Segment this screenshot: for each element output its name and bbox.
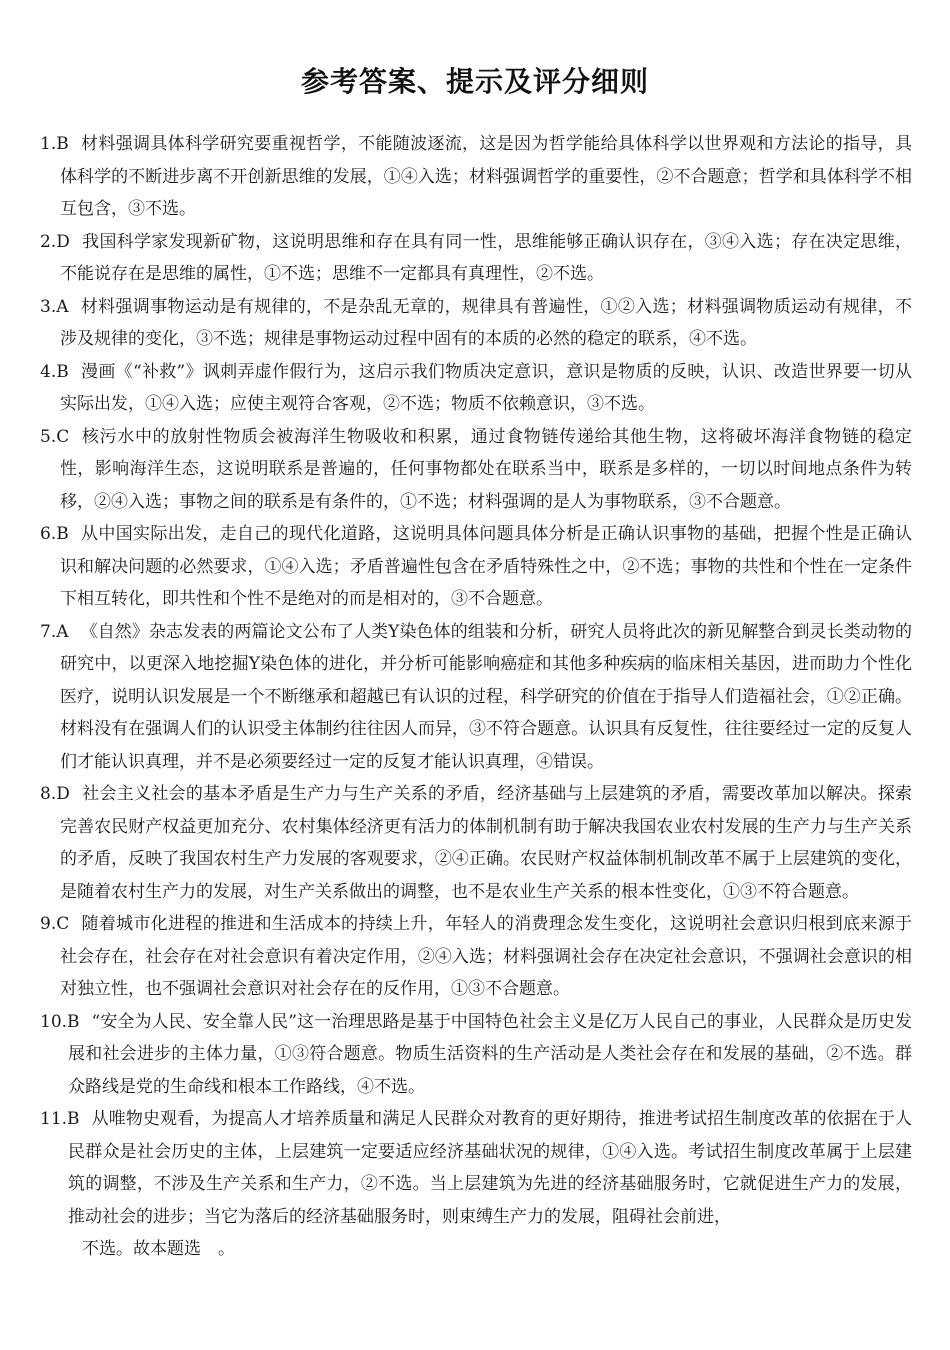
answer-item-11 [40, 1103, 912, 1266]
item-answer: B [56, 524, 69, 544]
item-explanation: 《自然》杂志发表的两篇论文公布了人类Y染色体的组装和分析，研究人员将此次的新见解整合到灵长类动物的研究中，以更深入地挖掘Y染色体的进化，并分析可能影响癌症和其他多种疾病的临床相关基因，进而助力个性化医疗，说明认识发展是一个不断继承和超越已有认识的过程，科学研究的价值在于指导人们造福社会，①②正确。材料没有在强调人们的认识受主体制约往往因人而异，③不符合题意。认识具有反复性，往往要经过一定的反复人们才能认识真理，并不是必须要经过一定的反复才能认识真理，④错误。 [60, 621, 912, 772]
answer-item-8 [40, 778, 912, 908]
answer-item-1 [40, 128, 912, 226]
answer-item-5 [40, 421, 912, 519]
item-explanation: 我国科学家发现新矿物，这说明思维和存在具有同一性，思维能够正确认识存在，③④入选；存在决定思维，不能说存在是思维的属性，①不选；思维不一定都具有真理性，②不选。 [60, 231, 912, 284]
item-number: 2. [40, 231, 57, 252]
item-explanation: 随着城市化进程的推进和生活成本的持续上升，年轻人的消费理念发生变化，这说明社会意识归根到底来源于社会存在，社会存在对社会意识有着决定作用，②④入选；材料强调社会存在决定社会意识，不强调社会意识的相对独立性，也不强调社会意识对社会存在的反作用，①③不合题意。 [60, 914, 912, 999]
item-answer: D [56, 784, 70, 804]
item-number: 7. [40, 621, 57, 642]
item-number: 9. [40, 914, 57, 934]
item-explanation: “安全为人民、安全靠人民”这一治理思路是基于中国特色社会主义是亿万人民自己的事业，人民群众是历史发展和社会进步的主体力量，①③符合题意。物质生活资料的生产活动是人类社会存在和发展的基础，②不选。群众路线是党的生命线和根本工作路线，④不选。 [68, 1011, 912, 1097]
answer-item-2 [40, 226, 912, 291]
item-answer: D [56, 231, 70, 252]
item-number: 1. [40, 134, 57, 154]
item-number: 6. [40, 524, 57, 544]
answer-item-10 [40, 1006, 912, 1104]
answer-item-9 [40, 908, 912, 1006]
answer-item-3 [40, 291, 912, 356]
item-answer: C [56, 426, 70, 447]
item-answer: B [67, 1011, 80, 1032]
item-number: 3. [40, 296, 57, 317]
item-explanation: 材料强调具体科学研究要重视哲学，不能随波逐流，这是因为哲学能给具体科学以世界观和方法论的指导，具体科学的不断进步离不开创新思维的发展，①④入选；材料强调哲学的重要性，②不合题意；哲学和具体科学不相互包含，③不选。 [60, 134, 912, 219]
item-number: 8. [40, 784, 57, 804]
item-explanation: 社会主义社会的基本矛盾是生产力与生产关系的矛盾，经济基础与上层建筑的矛盾，需要改革加以解决。探索完善农民财产权益更加充分、农村集体经济更有活力的体制机制有助于解决我国农业农村发展的生产力与生产关系的矛盾，反映了我国农村生产力发展的客观要求，②④正确。农民财产权益体制机制改革不属于上层建筑的变化，是随着农村生产力的发展，对生产关系做出的调整，也不是农业生产关系的根本性变化，①③不符合题意。 [60, 784, 912, 902]
item-explanation-tail: 不选。故本题选 。 [82, 1239, 235, 1259]
item-answer: B [56, 361, 69, 382]
answer-list [40, 128, 912, 1266]
item-number: 4. [40, 361, 57, 382]
item-explanation: 材料强调事物运动是有规律的，不是杂乱无章的，规律具有普遍性，①②入选；材料强调物质运动有规律，不涉及规律的变化，③不选；规律是事物运动过程中固有的本质的必然的稳定的联系，④不选。 [60, 296, 912, 349]
item-number: 11. [40, 1109, 68, 1129]
answer-item-6 [40, 518, 912, 616]
item-answer: A [56, 296, 69, 317]
page-title: 参考答案、提示及评分细则 [300, 65, 649, 98]
item-answer: B [56, 134, 69, 154]
item-answer: A [56, 621, 69, 642]
answer-item-4 [40, 356, 912, 421]
item-explanation: 核污水中的放射性物质会被海洋生物吸收和积累，通过食物链传递给其他生物，这将破坏海洋食物链的稳定性，影响海洋生态，这说明联系是普遍的，任何事物都处在联系当中，联系是多样的，一切以时间地点条件为转移，②④入选；事物之间的联系是有条件的，①不选；材料强调的是人为事物联系，③不合题意。 [60, 426, 912, 512]
item-explanation: 从唯物史观看，为提高人才培养质量和满足人民群众对教育的更好期待，推进考试招生制度改革的依据在于人民群众是社会历史的主体，上层建筑一定要适应经济基础状况的规律，①④入选。考试招生制度改革属于上层建筑的调整，不涉及生产关系和生产力，②不选。当上层建筑为先进的经济基础服务时，它就促进生产力的发展，推动社会的进步；当它为落后的经济基础服务时，则束缚生产力的发展，阻碍社会前进， [68, 1109, 912, 1227]
item-number: 5. [40, 426, 57, 447]
item-answer: B [67, 1109, 80, 1129]
answer-item-7 [40, 616, 912, 779]
item-answer: C [56, 914, 70, 934]
item-explanation: 从中国实际出发，走自己的现代化道路，这说明具体问题具体分析是正确认识事物的基础，把握个性是正确认识和解决问题的必然要求，①④入选；矛盾普遍性包含在矛盾特殊性之中，②不选；事物的共性和个性在一定条件下相互转化，即共性和个性不是绝对的而是相对的，③不合题意。 [60, 524, 912, 609]
item-number: 10. [40, 1011, 68, 1032]
item-explanation: 漫画《“补救”》讽刺弄虚作假行为，这启示我们物质决定意识，意识是物质的反映，认识、改造世界要一切从实际出发，①④入选；应使主观符合客观，②不选；物质不依赖意识，③不选。 [60, 361, 912, 414]
